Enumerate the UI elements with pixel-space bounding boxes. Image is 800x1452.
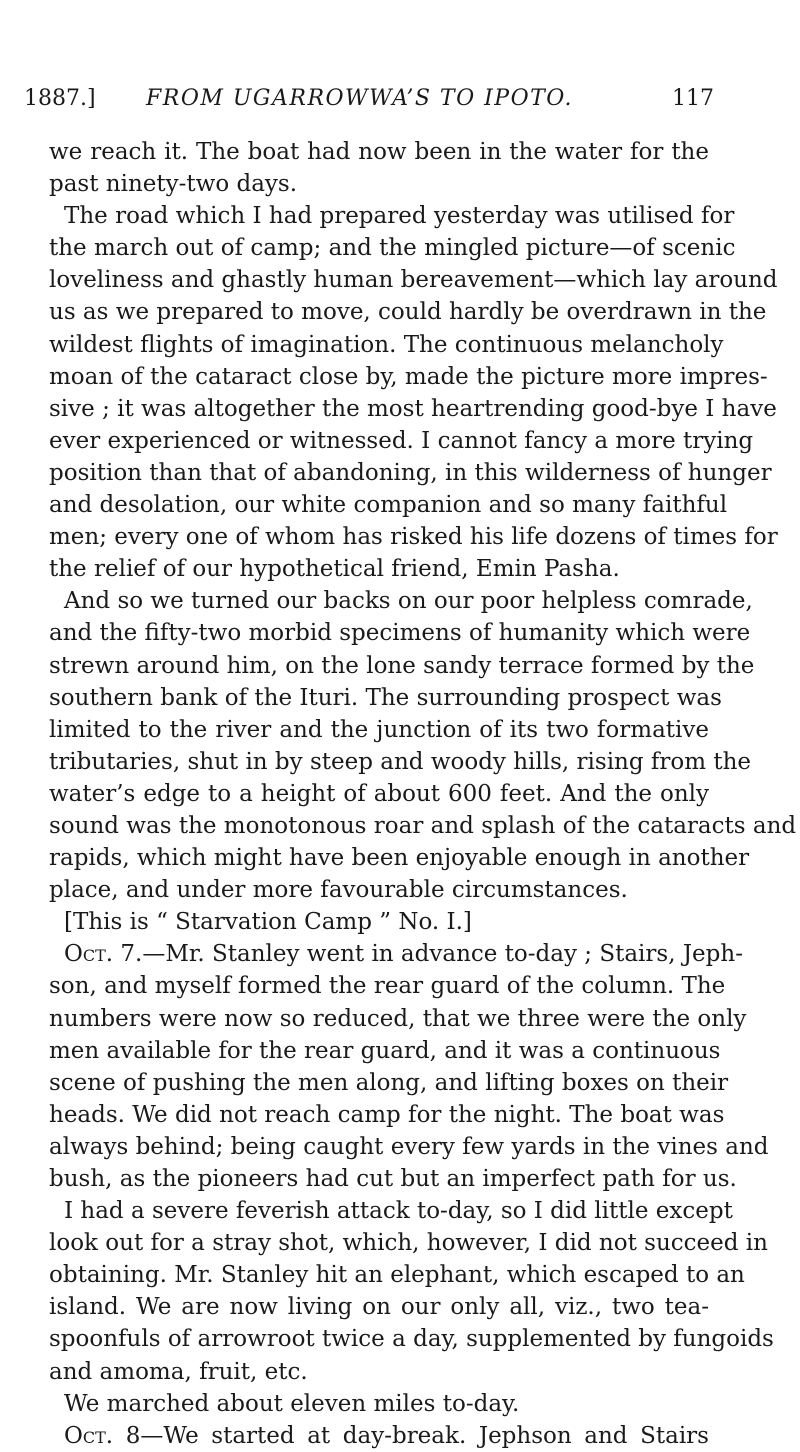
text-line: obtaining. Mr. Stanley hit an elephant, which escaped to an [49,1262,745,1289]
text-line: moan of the cataract close by, made the picture more impres- [49,363,768,390]
text-line: wildest flights of imagination. The continuous melancholy [49,331,724,358]
text-line: water’s edge to a height of about 600 feet. And the only [49,780,709,807]
text-line: loveliness and ghastly human bereavement—which lay around [49,267,778,294]
text-line: men; every one of whom has risked his life dozens of times for [49,524,778,551]
text-line: limited to the river and the junction of its two formative [49,716,709,743]
text-line: [This is “ Starvation Camp ” No. I.] [64,909,472,936]
text-line: And so we turned our backs on our poor helpless comrade, [64,588,753,615]
text-line: bush, as the pioneers had cut but an imperfect path for us. [49,1166,737,1192]
text-line: strewn around him, on the lone sandy terrace formed by the [49,652,755,679]
text-line: son, and myself formed the rear guard of the column. The [49,973,726,1000]
text-line: I had a severe feverish attack to-day, so I did little except [64,1198,733,1225]
text-line: numbers were now so reduced, that we three were the only [49,1005,747,1032]
date-label: Oct. [64,1422,114,1449]
text-line: rapids, which might have been enjoyable enough in another [49,845,750,872]
text-line: the march out of camp; and the mingled picture—of scenic [49,235,736,262]
text-line: The road which I had prepared yesterday was utilised for [64,203,735,230]
text-line: sound was the monotonous roar and splash of the cataracts and [49,812,797,839]
text-line: tributaries, shut in by steep and woody hills, rising from the [49,748,752,775]
text-line: We marched about eleven miles to-day. [64,1390,520,1417]
text-line: and amoma, fruit, etc. [49,1358,308,1385]
text-line: men available for the rear guard, and it was a continuous [49,1037,721,1064]
text-line: heads. We did not reach camp for the night. The boat was [49,1101,725,1128]
text-line: island. We are now living on our only all, viz., two tea- [49,1294,709,1321]
text-line: past ninety-two days. [49,171,298,198]
text-line: Oct. 7.—Mr. Stanley went in advance to-day ; Stairs, Jeph- [64,941,743,968]
text-line: look out for a stray shot, which, however, I did not succeed in [49,1230,768,1257]
text-line: us as we prepared to move, could hardly be overdrawn in the [49,299,767,326]
text-line: southern bank of the Ituri. The surrounding prospect was [49,684,722,711]
text-line: and the fifty-two morbid specimens of humanity which were [49,620,751,647]
body-text [49,136,797,1452]
running-head-year: 1887.] [24,86,96,111]
text-line: spoonfuls of arrowroot twice a day, supplemented by fungoids [49,1326,774,1353]
text-line: and desolation, our white companion and so many faithful [49,492,728,519]
date-label: Oct. [64,941,114,968]
text-line: sive ; it was altogether the most heartrending good-bye I have [49,395,777,422]
text-line: position than that of abandoning, in this wilderness of hunger [49,459,772,486]
page-number: 117 [672,86,714,111]
text-line: scene of pushing the men along, and lifting boxes on their [49,1069,729,1096]
text-line: the relief of our hypothetical friend, Emin Pasha. [49,556,620,583]
text-line: place, and under more favourable circumstances. [49,877,628,904]
text-line: always behind; being caught every few yards in the vines and [49,1133,769,1160]
text-line: Oct. 8—We started at day-break. Jephson and Stairs [64,1422,709,1449]
running-head [24,84,714,114]
text-line: ever experienced or witnessed. I cannot fancy a more trying [49,427,754,454]
running-head-title: FROM UGARROWWA’S TO IPOTO. [146,86,574,111]
text-line: we reach it. The boat had now been in the water for the [49,139,709,165]
